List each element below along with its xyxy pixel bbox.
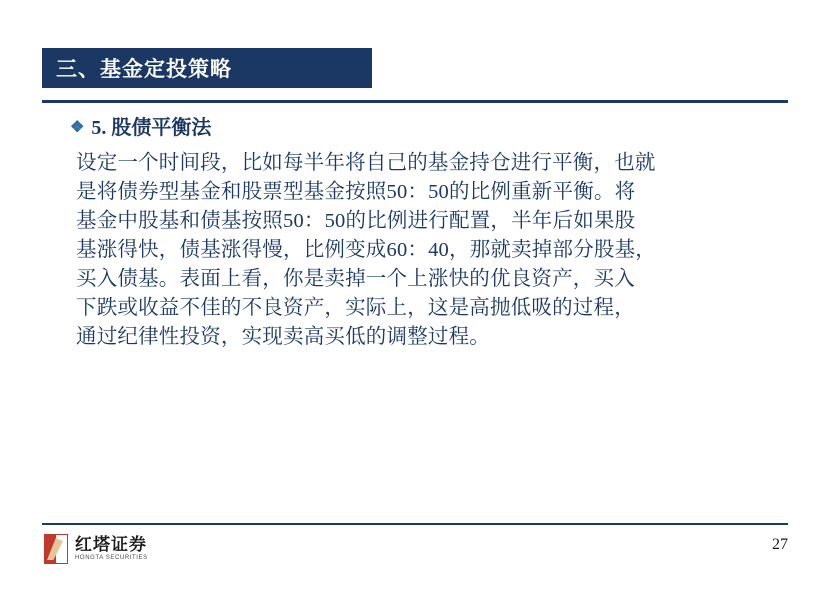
paragraph-line-4: 基涨得快，债基涨得慢，比例变成60：40，那就卖掉部分股基，	[76, 239, 656, 261]
footer-divider	[42, 523, 788, 525]
paragraph-line-2: 是将债券型基金和股票型基金按照50：50的比例重新平衡。将	[76, 181, 636, 203]
section-heading	[70, 115, 786, 141]
company-logo	[44, 534, 148, 564]
page-number: 27	[772, 536, 788, 553]
paragraph-line-6: 下跌或收益不佳的不良资产，实际上，这是高抛低吸的过程，	[76, 297, 635, 319]
paragraph-line-1: 设定一个时间段，比如每半年将自己的基金持仓进行平衡，也就	[76, 152, 656, 174]
logo-text	[75, 535, 148, 563]
page-title: 三、基金定投策略	[56, 58, 232, 81]
paragraph-line-7: 通过纪律性投资，实现卖高买低的调整过程。	[76, 326, 490, 348]
hongta-logo-icon	[44, 534, 68, 564]
section-heading-label: 5. 股债平衡法	[91, 117, 212, 139]
diamond-bullet-icon: ❖	[70, 119, 85, 136]
title-divider	[42, 100, 788, 103]
logo-name-en: HONGTA SECURITIES	[75, 555, 148, 561]
paragraph-line-5: 买入债基。表面上看，你是卖掉一个上涨快的优良资产，买入	[76, 268, 635, 290]
slide-content	[70, 115, 786, 352]
slide-title-bar	[42, 48, 372, 88]
paragraph-line-3: 基金中股基和债基按照50：50的比例进行配置，半年后如果股	[76, 210, 636, 232]
logo-name-cn: 红塔证券	[75, 535, 147, 554]
body-paragraph	[70, 149, 776, 352]
